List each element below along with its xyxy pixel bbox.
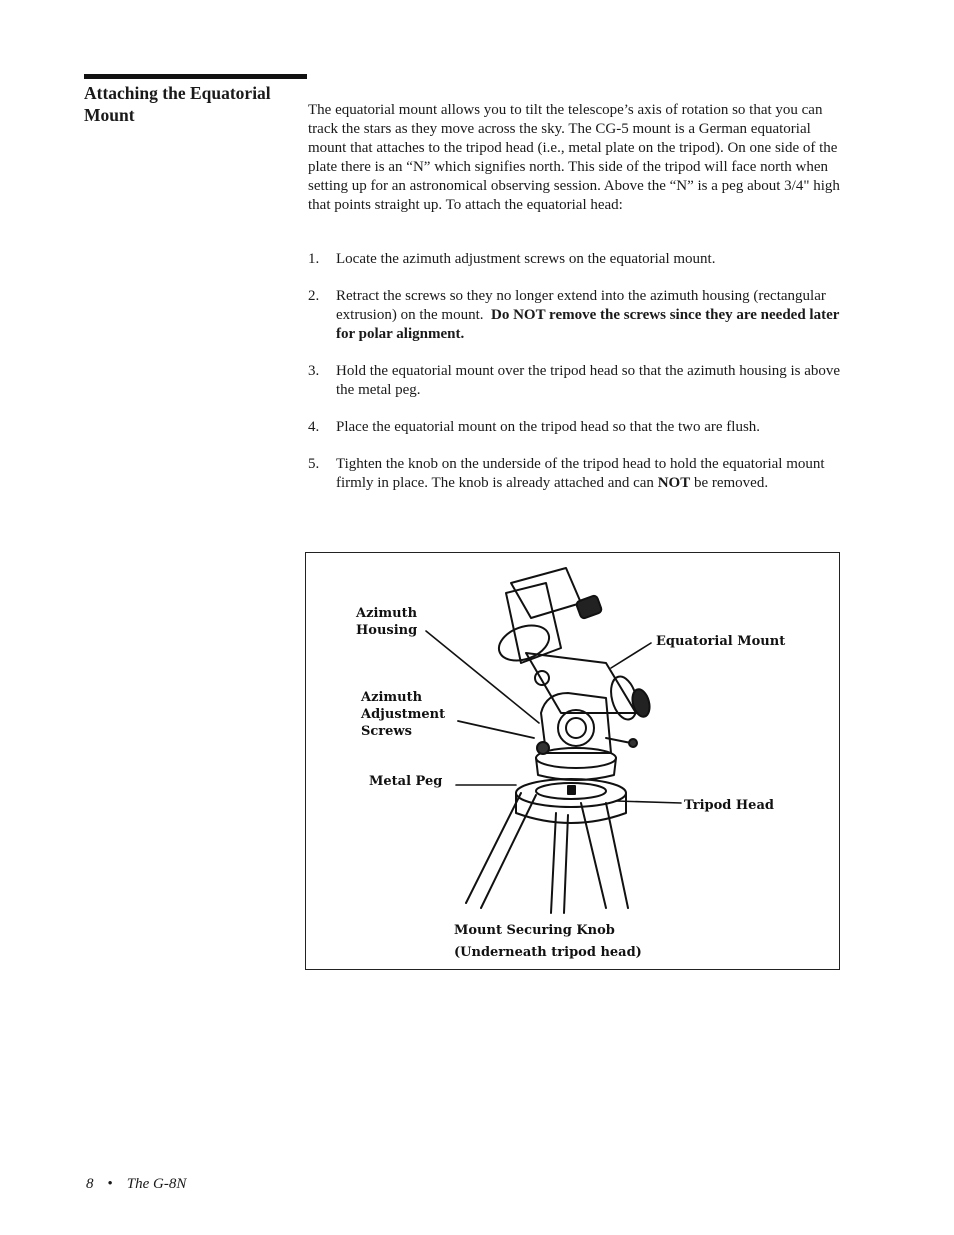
steps-list xyxy=(308,250,842,511)
step-4: 4. Place the equatorial mount on the tripod head so that the two are flush. xyxy=(308,419,761,435)
label-equatorial-mount: Equatorial Mount xyxy=(656,634,786,649)
step-3: 3. Hold the equatorial mount over the tripod head so that the azimuth housing is above the metal peg. xyxy=(308,363,841,398)
section-rule xyxy=(84,74,307,79)
label-tripod-head: Tripod Head xyxy=(684,798,774,813)
step-5: 5. Tighten the knob on the underside of the tripod head to hold the equatorial mount firmly in place. The knob is already attached and can NOT be removed. xyxy=(308,456,825,491)
step-2-warning: Do NOT remove the screws since they are needed later for polar alignment. xyxy=(336,307,840,342)
mount-illustration-figure xyxy=(305,552,840,970)
section-heading: Attaching the Equatorial Mount xyxy=(84,83,271,125)
step-1: 1. Locate the azimuth adjustment screws on the equatorial mount. xyxy=(308,251,716,267)
label-securing-knob: Mount Securing Knob (Underneath tripod head) xyxy=(454,923,642,960)
page-number: 8 xyxy=(86,1176,94,1192)
footer-bullet: • xyxy=(107,1176,113,1192)
intro-paragraph: The equatorial mount allows you to tilt the telescope’s axis of rotation so that you can track the stars as they move across the sky. The CG-5 mount is a German equatorial mount that attaches to the tripod head (i.e., metal plate on the tripod). On one side of the plate there is an “N” which signifies north. This side of the tripod will face north when setting up for an astronomical observing session. Above the “N” is a peg about 3/4" high that points straight up. To attach the equatorial head: xyxy=(308,102,840,213)
label-metal-peg: Metal Peg xyxy=(369,774,443,789)
label-azimuth-screws: Azimuth Adjustment Screws xyxy=(361,690,446,739)
page-footer xyxy=(86,1176,186,1193)
manual-title: The G-8N xyxy=(126,1176,187,1192)
label-azimuth-housing: Azimuth Housing xyxy=(356,606,418,638)
step-2: 2. Retract the screws so they no longer extend into the azimuth housing (rectangular extrusion) on the mount. Do NOT remove the screws since they are needed later for polar alignment. xyxy=(308,288,840,342)
